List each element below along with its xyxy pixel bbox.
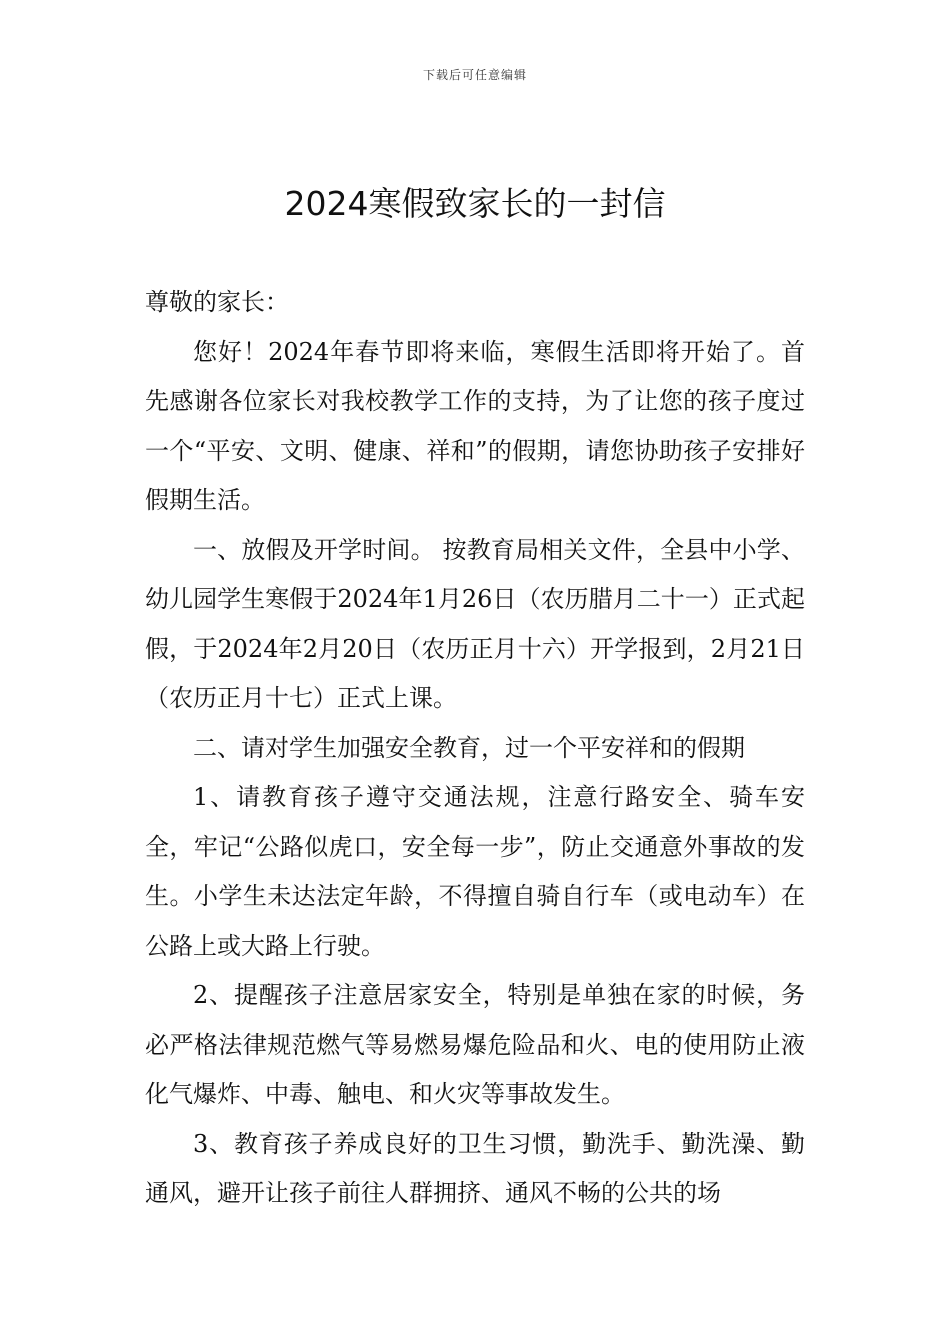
paragraph-greeting: 您好！2024年春节即将来临，寒假生活即将开始了。首先感谢各位家长对我校教学工作的支持，为了让您的孩子度过一个“平安、文明、健康、祥和”的假期，请您协助孩子安排好假期生活。 xyxy=(145,337,805,514)
paragraph-traffic-safety: 1、请教育孩子遵守交通法规，注意行路安全、骑车安全，牢记“公路似虎口，安全每一步”，防止交通意外事故的发生。小学生未达法定年龄，不得擅自骑自行车（或电动车）在公路上或大路上行驶。 xyxy=(145,783,805,960)
letter-body xyxy=(145,278,805,1219)
paragraph-holiday-dates: 一、放假及开学时间。 按教育局相关文件，全县中小学、幼儿园学生寒假于2024年1月26日（农历腊月二十一）正式起假，于2024年2月20日（农历正月十六）开学报到，2月21日（农历正月十七）正式上课。 xyxy=(145,535,805,712)
document-title: 2024寒假致家长的一封信 xyxy=(284,184,666,223)
salutation: 尊敬的家长： xyxy=(145,288,289,316)
header-note: 下载后可任意编辑 xyxy=(422,68,527,82)
paragraph-hygiene: 3、教育孩子养成良好的卫生习惯，勤洗手、勤洗澡、勤通风，避开让孩子前往人群拥挤、通风不畅的公共的场 xyxy=(145,1129,805,1207)
paragraph-safety-heading: 二、请对学生加强安全教育，过一个平安祥和的假期 xyxy=(193,733,745,762)
paragraph-home-safety: 2、提醒孩子注意居家安全，特别是单独在家的时候，务必严格法律规范燃气等易燃易爆危险品和火、电的使用防止液化气爆炸、中毒、触电、和火灾等事故发生。 xyxy=(145,981,805,1108)
